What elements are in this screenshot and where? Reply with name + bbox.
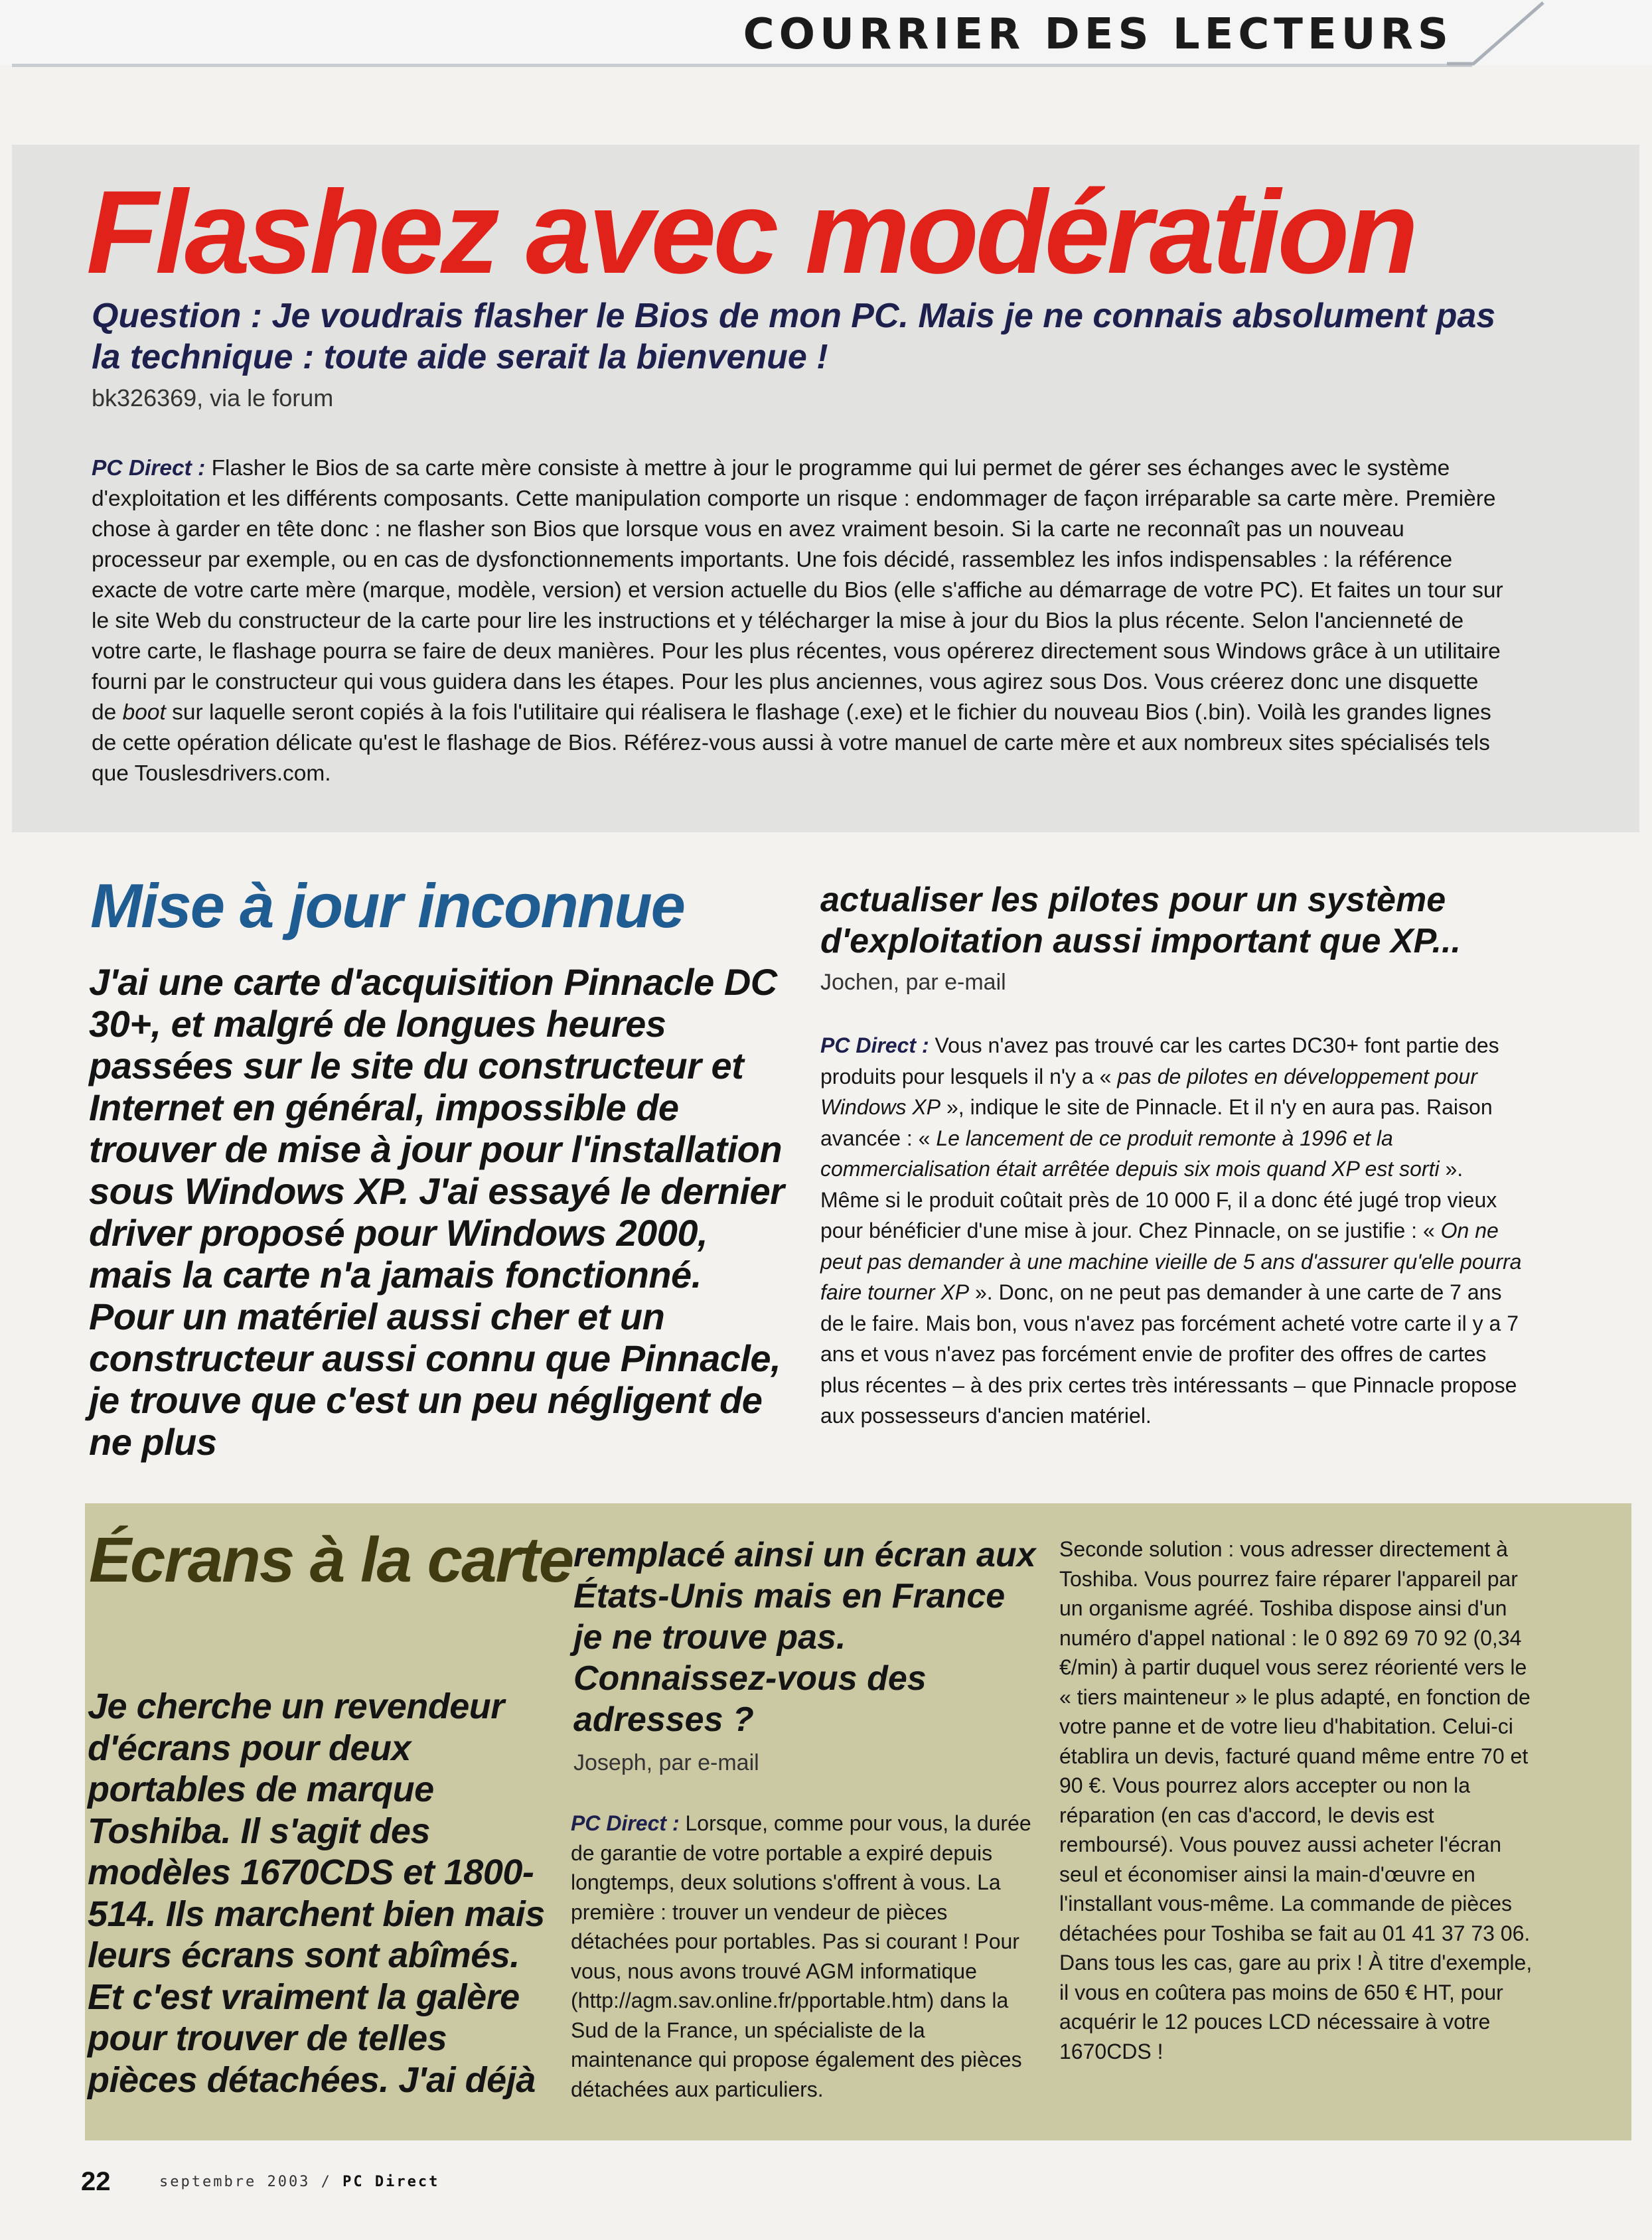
issue-date: septembre 2003 / xyxy=(159,2174,332,2190)
article1-answer-lead: PC Direct : xyxy=(92,456,206,481)
issue-info xyxy=(159,2169,439,2196)
article2-title: Mise à jour inconnue xyxy=(90,871,684,940)
article2-answer-lead: PC Direct : xyxy=(820,1033,929,1057)
article1-answer-body-2: sur laquelle seront copiés à la fois l'utilitaire qui réalisera le flashage (.exe) et le fichier du nouveau Bios (.bin). Voilà les grandes lignes de cette opération délicate qu'est le flashage de Bios. Référez-vous aussi à votre manuel de carte mère et aux nombreux sites spécialisés tels que Touslesdrivers.com. xyxy=(92,700,1491,786)
article2-answer-p1: Vous n'avez pas trouvé car les cartes DC30+ font partie des produits pour lesquels il n'y a « xyxy=(820,1033,1499,1088)
article1-title: Flashez avec modération xyxy=(86,166,1415,298)
article2-answer-p2: », indique le site de Pinnacle. Et il n'y en aura pas. Raison avancée : « xyxy=(820,1095,1493,1150)
article1-answer-body: Flasher le Bios de sa carte mère consiste à mettre à jour le programme qui lui permet de gérer ses échanges avec le système d'exploitation et les différents composants. Cette manipulation comporte un risque : endommager de façon irréparable sa carte mère. Première chose à garder en tête donc : ne flasher son Bios que lorsque vous en avez vraiment besoin. Si la carte ne reconnaît pas un nouveau processeur par exemple, ou en cas de dysfonctionnements importants. Une fois décidé, rassemblez les infos indispensables : la référence exacte de votre carte mère (marque, modèle, version) et version actuelle du Bios (elle s'affiche au démarrage de votre PC). Et faites un tour sur le site Web du constructeur de la carte pour lire les instructions et y télécharger la mise à jour du Bios la plus récente. Selon l'ancienneté de votre carte, le flashage pourra se faire de deux manières. Pour les plus récentes, vous opérerez directement sous Windows grâce à un utilitaire fourni par le constructeur qui vous guidera dans les étapes. Pour les plus anciennes, vous agirez sous Dos. Vous créerez donc une disquette de xyxy=(92,456,1503,725)
header-rule xyxy=(12,64,1472,67)
article3-answer-lead: PC Direct : xyxy=(571,1811,680,1835)
article3-author: Joseph, par e-mail xyxy=(573,1750,759,1775)
article3-answer-col2: Seconde solution : vous adresser directement à Toshiba. Vous pourrez faire réparer l'appareil par un organisme agréé. Toshiba dispose ainsi d'un numéro d'appel national : le 0 892 69 70 92 (0,34 €/min) à partir duquel vous serez réorienté vers le « tiers mainteneur » le plus adapté, en fonction de votre panne et de votre lieu d'habitation. Celui-ci établira un devis, facturé quand même entre 70 et 90 €. Vous pourrez alors accepter ou non la réparation (en cas d'accord, le devis est remboursé). Vous pouvez aussi acheter l'écran seul et économiser ainsi la main-d'œuvre en l'installant vous-même. La commande de pièces détachées pour Toshiba se fait au 01 41 37 73 06. Dans tous les cas, gare au prix ! À titre d'exemple, il vous en coûtera pas moins de 650 € HT, pour acquérir le 12 pouces LCD nécessaire à votre 1670CDS ! xyxy=(1059,1537,1533,2063)
article2-answer-i2: Le lancement de ce produit remonte à 1996 et la commercialisation était arrêtée depuis six mois quand XP est sorti xyxy=(820,1126,1440,1181)
article3-question-end: remplacé ainsi un écran aux États-Unis mais en France je ne trouve pas. Connaissez-vous des adresses ? xyxy=(573,1536,1036,1739)
article2-question-end: actualiser les pilotes pour un système d'exploitation aussi important que XP... xyxy=(820,881,1461,960)
magazine-name: PC Direct xyxy=(342,2174,440,2190)
article2-author: Jochen, par e-mail xyxy=(820,970,1006,995)
article2-answer-p4: ». Donc, on ne peut pas demander à une carte de 7 ans de le faire. Mais bon, vous n'avez pas forcément acheté votre carte il y a 7 ans et vous n'avez pas forcément envie de profiter des offres de cartes plus récentes – à des prix certes très intéressants – que Pinnacle propose aux possesseurs d'ancien matériel. xyxy=(820,1280,1519,1428)
article2-answer-i3: On ne peut pas demander à une machine vieille de 5 ans d'assurer qu'elle pourra faire tourner XP xyxy=(820,1219,1522,1304)
article1-author: bk326369, via le forum xyxy=(92,384,334,411)
article1-answer xyxy=(92,453,1505,789)
article3-answer-col1 xyxy=(571,1809,1035,2104)
article2-question: J'ai une carte d'acquisition Pinnacle DC 30+, et malgré de longues heures passées sur le site du constructeur et Internet en général, impossible de trouver de mise à jour pour l'installation sous Windows XP. J'ai essayé le dernier driver proposé pour Windows 2000, mais la carte n'a jamais fonctionné. Pour un matériel aussi cher et un constructeur aussi connu que Pinnacle, je trouve que c'est un peu négligent de ne plus xyxy=(89,961,785,1463)
article2-answer xyxy=(820,1030,1524,1432)
article1-question: Question : Je voudrais flasher le Bios de mon PC. Mais je ne connais absolument pas la technique : toute aide serait la bienvenue ! xyxy=(92,297,1496,376)
article2-answer-i1: pas de pilotes en développement pour Windows XP xyxy=(820,1064,1477,1119)
section-label: COURRIER DES LECTEURS xyxy=(743,10,1453,59)
article3-answer-col1-text: Lorsque, comme pour vous, la durée de garantie de votre portable a expiré depuis longtemps, deux solutions s'offrent à vous. La première : trouver un vendeur de pièces détachées pour portables. Pas si courant ! Pour vous, nous avons trouvé AGM informatique (http://agm.sav.online.fr/pportable.htm) dans la Sud de la France, un spécialiste de la maintenance qui propose également des pièces détachées aux particuliers. xyxy=(571,1811,1031,2101)
article2-answer-p3: ». Même si le produit coûtait près de 10 000 F, il a donc été jugé trop vieux pour bénéficier d'une mise à jour. Chez Pinnacle, on se justifie : « xyxy=(820,1157,1497,1242)
article3-question: Je cherche un revendeur d'écrans pour deux portables de marque Toshiba. Il s'agit des modèles 1670CDS et 1800-514. Ils marchent bien mais leurs écrans sont abîmés. Et c'est vraiment la galère pour trouver de telles pièces détachées. J'ai déjà xyxy=(88,1686,545,2100)
article3-title: Écrans à la carte xyxy=(89,1525,573,1596)
article1-answer-italic: boot xyxy=(122,700,166,725)
page-number: 22 xyxy=(81,2167,111,2196)
header-corner-decoration xyxy=(1447,0,1546,66)
